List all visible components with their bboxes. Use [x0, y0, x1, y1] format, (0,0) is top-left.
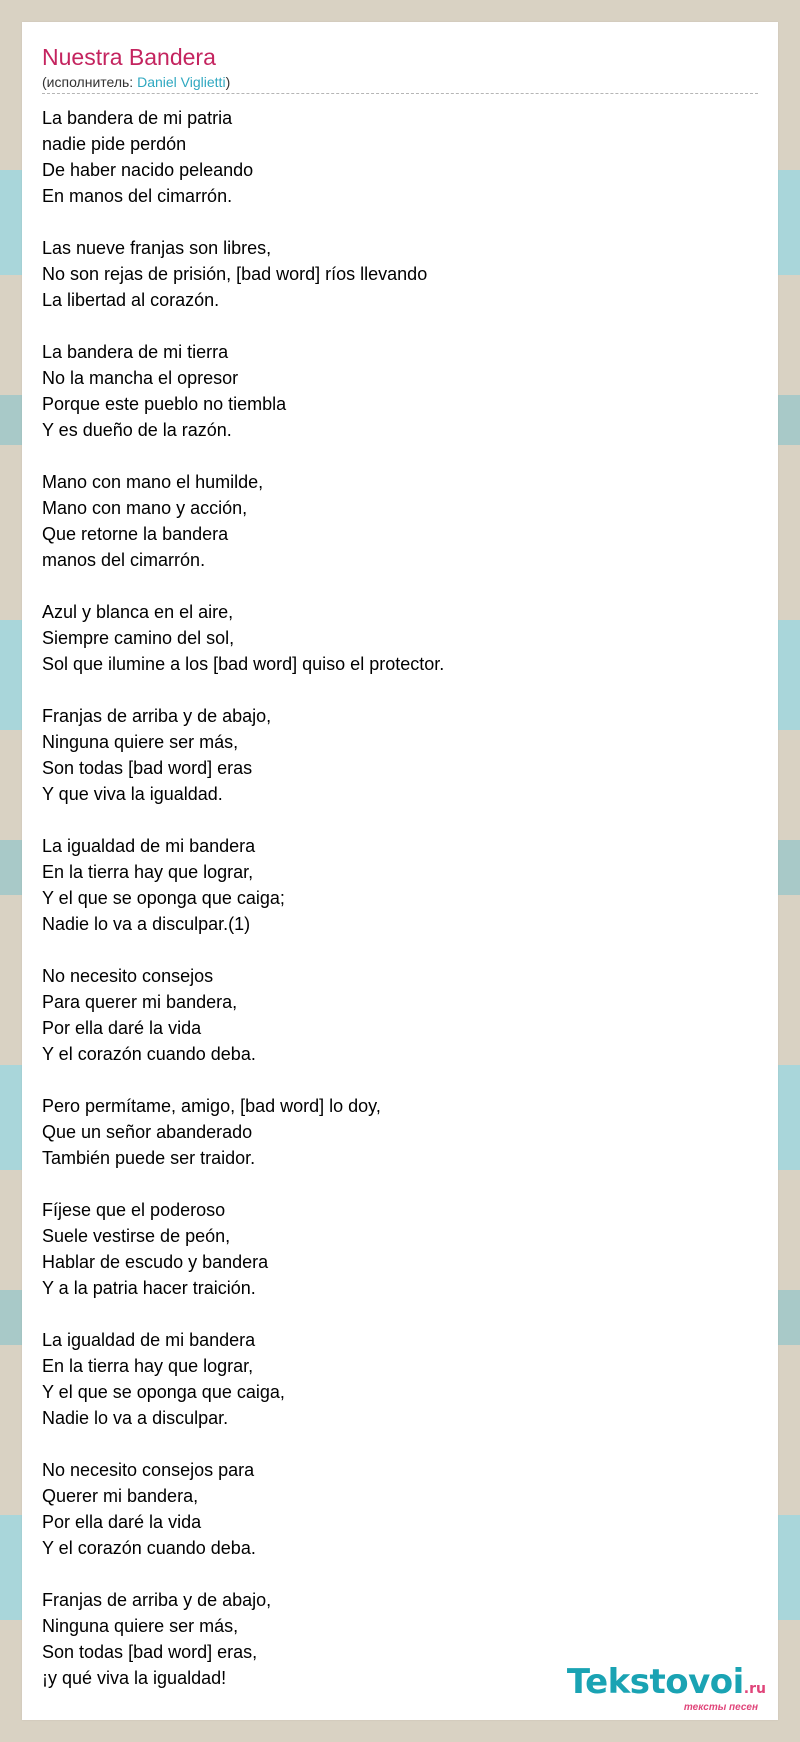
lyric-line: De haber nacido peleando [42, 160, 254, 180]
logo-main-text: Tekstovoi [566, 1662, 744, 1702]
dashed-divider [42, 93, 758, 94]
lyric-line: Y el que se oponga que caiga; [42, 888, 285, 908]
lyric-line: Suele vestirse de peón, [42, 1226, 231, 1246]
site-logo[interactable] [566, 1662, 766, 1713]
lyric-line: La libertad al corazón. [42, 290, 220, 310]
lyrics-body [42, 105, 758, 1717]
lyric-line: Nadie lo va a disculpar.(1) [42, 914, 251, 934]
lyric-line: Por ella daré la vida [42, 1512, 202, 1532]
lyrics-stanza [42, 599, 758, 677]
artist-prefix: (исполнитель: [42, 74, 138, 90]
logo-tagline: тексты песен [683, 1702, 758, 1713]
lyric-line: Por ella daré la vida [42, 1018, 202, 1038]
lyrics-stanza [42, 1457, 758, 1561]
lyric-line: En la tierra hay que lograr, [42, 862, 254, 882]
lyric-line: nadie pide perdón [42, 134, 187, 154]
lyric-line: Ninguna quiere ser más, [42, 1616, 239, 1636]
lyrics-card [22, 22, 778, 1720]
lyric-line: Y el que se oponga que caiga, [42, 1382, 285, 1402]
lyrics-stanza [42, 469, 758, 573]
lyric-line: Mano con mano el humilde, [42, 472, 264, 492]
artist-line [42, 74, 230, 90]
lyric-line: Y que viva la igualdad. [42, 784, 223, 804]
lyric-line: Franjas de arriba y de abajo, [42, 1590, 272, 1610]
lyric-line: Hablar de escudo y bandera [42, 1252, 269, 1272]
artist-link[interactable]: Daniel Viglietti [137, 74, 226, 90]
lyric-line: Son todas [bad word] eras [42, 758, 253, 778]
lyrics-stanza [42, 339, 758, 443]
lyric-line: Son todas [bad word] eras, [42, 1642, 258, 1662]
lyric-line: Franjas de arriba y de abajo, [42, 706, 272, 726]
song-title: Nuestra Bandera [42, 44, 216, 70]
lyric-line: La igualdad de mi bandera [42, 1330, 256, 1350]
lyric-line: Y el corazón cuando deba. [42, 1538, 256, 1558]
lyric-line: Sol que ilumine a los [bad word] quiso el protector. [42, 654, 445, 674]
lyric-line: manos del cimarrón. [42, 550, 206, 570]
lyric-line: Porque este pueblo no tiembla [42, 394, 287, 414]
lyrics-stanza [42, 1197, 758, 1301]
lyric-line: Y es dueño de la razón. [42, 420, 232, 440]
lyric-line: La igualdad de mi bandera [42, 836, 256, 856]
lyric-line: La bandera de mi patria [42, 108, 233, 128]
lyric-line: En la tierra hay que lograr, [42, 1356, 254, 1376]
lyrics-stanza [42, 833, 758, 937]
lyric-line: Siempre camino del sol, [42, 628, 235, 648]
lyric-line: Querer mi bandera, [42, 1486, 199, 1506]
lyric-line: Ninguna quiere ser más, [42, 732, 239, 752]
lyric-line: En manos del cimarrón. [42, 186, 233, 206]
logo-domain-suffix: .ru [743, 1681, 766, 1697]
lyric-line: ¡y qué viva la igualdad! [42, 1668, 227, 1688]
lyric-line: También puede ser traidor. [42, 1148, 256, 1168]
lyric-line: No necesito consejos para [42, 1460, 255, 1480]
artist-suffix: ) [225, 74, 231, 90]
lyric-line: Para querer mi bandera, [42, 992, 238, 1012]
lyric-line: Las nueve franjas son libres, [42, 238, 272, 258]
lyric-line: No la mancha el opresor [42, 368, 239, 388]
lyric-line: Y a la patria hacer traición. [42, 1278, 256, 1298]
lyrics-stanza [42, 1327, 758, 1431]
lyric-line: Mano con mano y acción, [42, 498, 248, 518]
lyric-line: Nadie lo va a disculpar. [42, 1408, 229, 1428]
lyric-line: Fíjese que el poderoso [42, 1200, 226, 1220]
lyric-line: Que retorne la bandera [42, 524, 229, 544]
lyric-line: La bandera de mi tierra [42, 342, 229, 362]
lyrics-stanza [42, 703, 758, 807]
lyrics-stanza [42, 235, 758, 313]
lyrics-stanza [42, 963, 758, 1067]
lyric-line: No necesito consejos [42, 966, 214, 986]
lyric-line: Que un señor abanderado [42, 1122, 253, 1142]
lyrics-stanza [42, 105, 758, 209]
lyric-line: Pero permítame, amigo, [bad word] lo doy, [42, 1096, 381, 1116]
lyric-line: Azul y blanca en el aire, [42, 602, 234, 622]
lyric-line: No son rejas de prisión, [bad word] ríos llevando [42, 264, 428, 284]
lyric-line: Y el corazón cuando deba. [42, 1044, 256, 1064]
lyrics-stanza [42, 1093, 758, 1171]
